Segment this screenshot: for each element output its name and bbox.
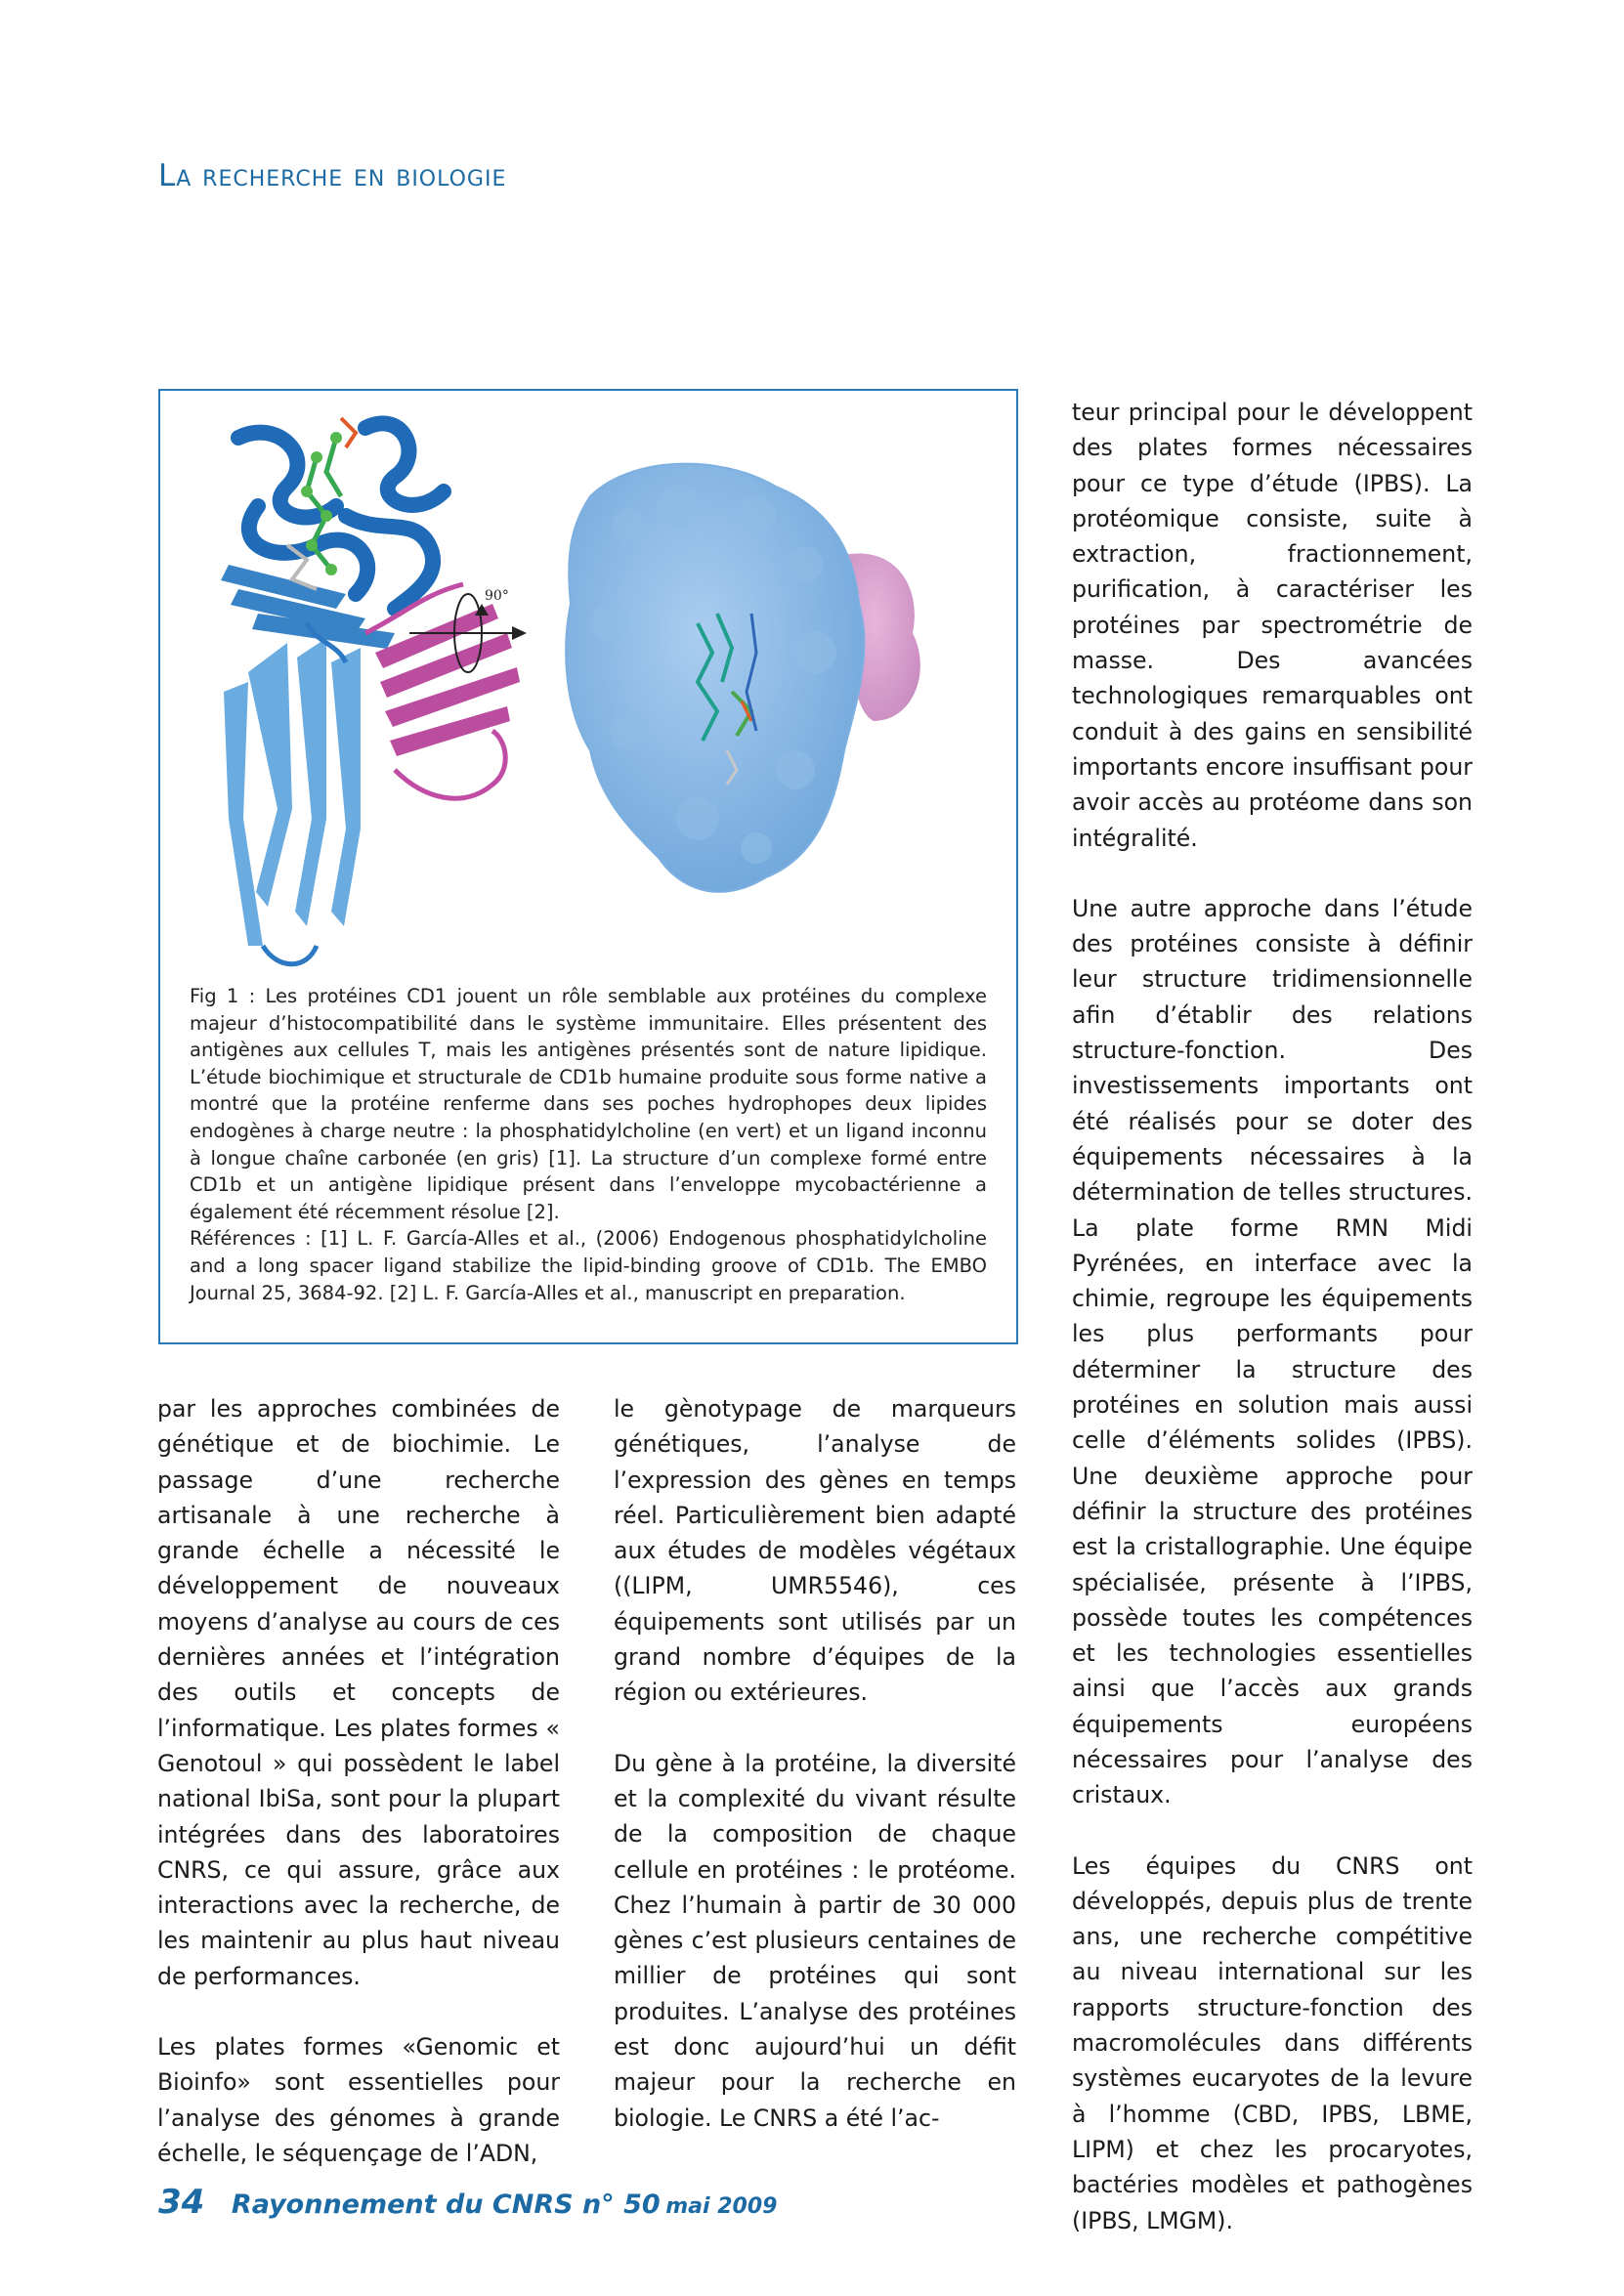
page-footer: [158, 2183, 777, 2222]
paragraph: teur principal pour le développent des plates formes nécessaires pour ce type d’étude (IPBS). La protéomique consiste, suite à extraction, fractionnement, purification, à caractériser les protéines par spectrométrie de masse. Des avancées technologiques remarquables ont conduit à des gains en sensibilité importants encore insuffisant pour avoir accès au protéome dans son intégralité.: [1072, 399, 1473, 852]
rotation-label: 90°: [485, 588, 509, 604]
figure-box: [158, 389, 1018, 1344]
caption-references: Références : [1] L. F. García-Alles et al., (2006) Endogenous phosphatidylcholine and a long spacer ligand stabilize the lipid-binding groove of CD1b. The EMBO Journal 25, 3684-92. [2] L. F. García-Alles et al., manuscript en preparation.: [190, 1227, 987, 1304]
paragraph: le gènotypage de marqueurs génétiques, l’analyse de l’expression des gènes en temps réel. Particulièrement bien adapté aux études de modèles végétaux ((LIPM, UMR5546), ces équipements sont utilisés par un grand nombre d’équipes de la région ou extérieures.: [614, 1395, 1016, 1707]
issue-date: mai 2009: [665, 2194, 778, 2219]
paragraph: Une autre approche dans l’étude des protéines consiste à définir leur structure tridimensionnelle afin d’établir des relations structure-fonction. Des investissements importants ont été réalisés pour se doter des équipements nécessaires à la détermination de telles structures. La plate forme RMN Midi Pyrénées, en interface avec la chimie, regroupe les équipements les plus performants pour déterminer la structure des protéines en solution mais aussi celle d’éléments solides (IPBS). Une deuxième approche pour définir la structure des protéines est la cristallographie. Une équipe spécialisée, présente à l’IPBS, possède toutes les compétences et les technologies essentielles ainsi que l’accès aux grands équipements européens nécessaires pour l’analyse des cristaux.: [1072, 894, 1473, 1809]
paragraph: Du gène à la protéine, la diversité et la complexité du vivant résulte de la composition de chaque cellule en protéines : le protéome. Chez l’humain à partir de 30 000 gènes c’est plusieurs centaines de millier de protéines qui sont produites. L’analyse des protéines est donc aujourd’hui un défit majeur pour la recherche en biologie. Le CNRS a été l’ac-: [614, 1749, 1016, 2132]
protein-structure-illustration: [170, 399, 1010, 975]
paragraph: Les équipes du CNRS ont développés, depuis plus de trente ans, une recherche compétitive au niveau international sur les rapports structure-fonction des macromolécules dans différents systèmes eucaryotes de la levure à l’homme (CBD, IPBS, LBME, LIPM) et chez les procaryotes, bactéries modèles et pathogènes (IPBS, LMGM).: [1072, 1851, 1473, 2234]
text-column-2: [614, 1391, 1016, 2136]
molecular-surface: [566, 464, 920, 892]
text-column-3: [1072, 395, 1473, 2238]
text-column-1: [157, 1391, 560, 2171]
ribbon-structure: [221, 418, 520, 964]
caption-text: Fig 1 : Les protéines CD1 jouent un rôle semblable aux protéines du complexe majeur d’histocompatibilité dans le système immunitaire. Elles présentent des antigènes aux cellules T, mais les antigènes présentés sont de nature lipidique. L’étude biochimique et structurale de CD1b humaine produite sous forme native a montré que la protéine renferme dans ses poches hydrophopes deux lipides endogènes à charge neutre : la phosphatidylcholine (en vert) et un ligand inconnu à longue chaîne carbonée (en gris) [1]. La structure d’un complexe formé entre CD1b et un antigène lipidique présent dans l’enveloppe mycobactérienne a également été récemment résolue [2].: [190, 985, 987, 1223]
paragraph: par les approches combinées de génétique et de biochimie. Le passage d’une recherche artisanale à une recherche à grande échelle a nécessité le développement de nouveaux moyens d’analyse au cours de ces dernières années et l’intégration des outils et concepts de l’informatique. Les plates formes « Genotoul » qui possèdent le label national IbiSa, sont pour la plupart intégrées dans des laboratoires CNRS, ce qui assure, grâce aux interactions avec la recherche, de les maintenir au plus haut niveau de performances.: [157, 1395, 560, 1990]
section-title-text: La recherche en biologie: [158, 158, 507, 193]
page-number: 34: [158, 2183, 205, 2222]
section-title: [158, 158, 506, 193]
journal-title: Rayonnement du CNRS n° 50: [231, 2190, 661, 2220]
paragraph: Les plates formes «Genomic et Bioinfo» sont essentielles pour l’analyse des génomes à grande échelle, le séquençage de l’ADN,: [157, 2033, 560, 2167]
figure-caption: [190, 983, 987, 1306]
